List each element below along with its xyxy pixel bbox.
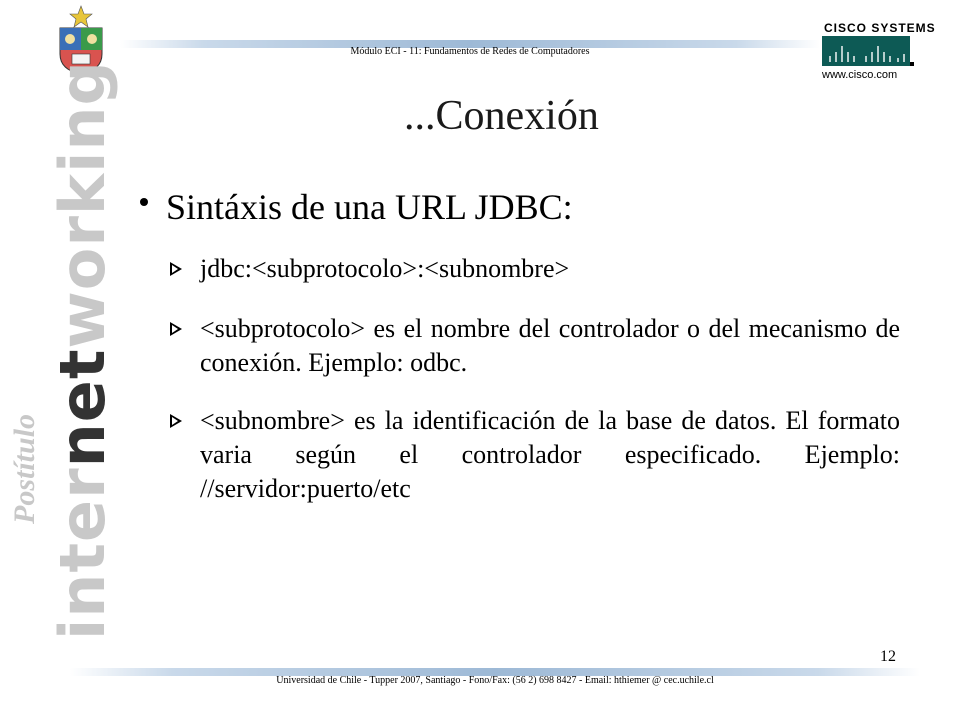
page-number: 12 bbox=[880, 648, 896, 665]
watermark-suffix: working bbox=[46, 60, 119, 349]
slide-title: ...Conexión bbox=[404, 93, 599, 139]
watermark-prefix: inter bbox=[46, 467, 119, 640]
cisco-url: www.cisco.com bbox=[822, 69, 898, 81]
header-title: Módulo ECI - 11: Fundamentos de Redes de Computadores bbox=[350, 46, 590, 57]
triangle-arrow-icon bbox=[170, 414, 182, 428]
sub-item-text: jdbc:<subprotocolo>:<subnombre> bbox=[200, 254, 570, 283]
svg-text:CISCO SYSTEMS: CISCO SYSTEMS bbox=[824, 21, 936, 35]
sub-item bbox=[170, 312, 900, 380]
main-bullet-text: Sintáxis de una URL JDBC: bbox=[166, 187, 573, 227]
watermark-program: Postítulo bbox=[8, 413, 41, 524]
sub-item bbox=[170, 252, 900, 286]
triangle-arrow-icon bbox=[170, 262, 182, 276]
bullet-dot-icon bbox=[140, 198, 148, 206]
footer-text: Universidad de Chile - Tupper 2007, Santiago - Fono/Fax: (56 2) 698 8427 - Email: hthiemer @ cec.uchile.cl bbox=[276, 675, 714, 686]
sub-item bbox=[170, 404, 900, 506]
sub-item-text: <subprotocolo> es el nombre del controlador o del mecanismo de conexión. Ejemplo: odbc. bbox=[200, 314, 900, 377]
triangle-arrow-icon bbox=[170, 322, 182, 336]
watermark-highlight: net bbox=[46, 348, 119, 468]
sub-item-text: <subnombre> es la identificación de la base de datos. El formato varia según el controlador especificado. Ejemplo: //servidor:puerto/etc bbox=[200, 406, 900, 503]
watermark-word bbox=[46, 60, 119, 640]
